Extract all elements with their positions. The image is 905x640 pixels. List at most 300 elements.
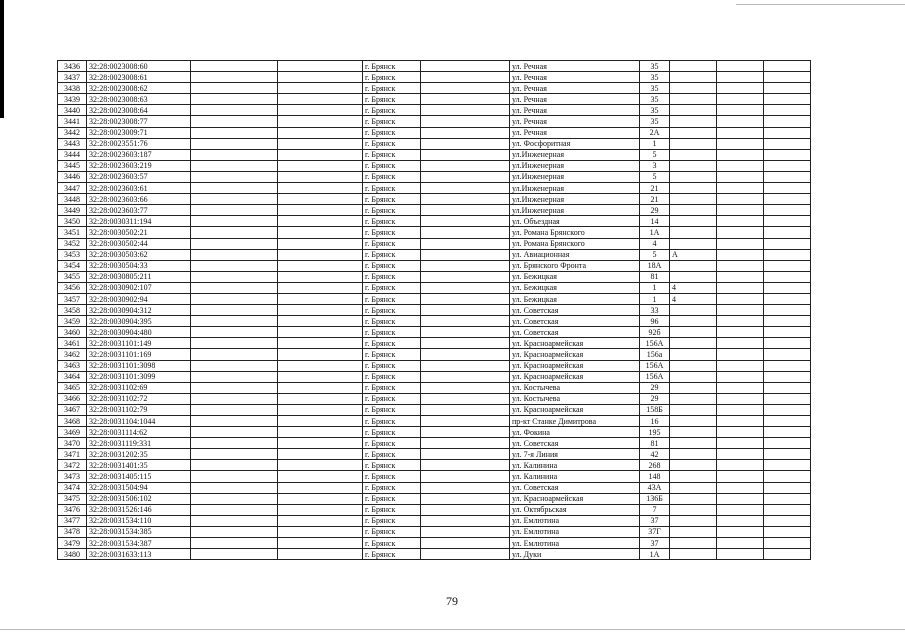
cell-col-6 (421, 282, 510, 293)
cell-col-6 (421, 116, 510, 127)
cell-col-4 (278, 271, 363, 282)
cell-col-10 (717, 515, 764, 526)
cell-row-number: 3445 (58, 160, 87, 171)
table-row (58, 227, 811, 238)
cell-col-6 (421, 271, 510, 282)
cell-col-4 (278, 393, 363, 404)
cell-row-number: 3451 (58, 227, 87, 238)
cell-col-4 (278, 61, 363, 72)
cell-street: ул. Емлютина (510, 515, 640, 526)
cell-col-10 (717, 416, 764, 427)
cell-col-6 (421, 83, 510, 94)
cell-street: ул. Калинина (510, 471, 640, 482)
cell-row-number: 3452 (58, 238, 87, 249)
cell-house-number: 1 (640, 282, 670, 293)
cell-col-6 (421, 360, 510, 371)
cell-col-4 (278, 482, 363, 493)
table-row (58, 305, 811, 316)
cell-col-3 (191, 493, 278, 504)
cell-building (670, 549, 717, 560)
cell-city: г. Брянск (363, 449, 421, 460)
cell-col-6 (421, 538, 510, 549)
table-row (58, 427, 811, 438)
cell-row-number: 3475 (58, 493, 87, 504)
cell-building (670, 493, 717, 504)
cell-house-number: 92б (640, 327, 670, 338)
cell-col-6 (421, 138, 510, 149)
cell-row-number: 3454 (58, 260, 87, 271)
cell-col-6 (421, 238, 510, 249)
table-row (58, 271, 811, 282)
cell-col-10 (717, 305, 764, 316)
cell-street: ул. 7-я Линия (510, 449, 640, 460)
cell-col-4 (278, 549, 363, 560)
cell-house-number: 35 (640, 83, 670, 94)
cell-city: г. Брянск (363, 416, 421, 427)
cell-house-number: 2А (640, 127, 670, 138)
cell-col-11 (764, 493, 811, 504)
cell-city: г. Брянск (363, 460, 421, 471)
cell-col-3 (191, 105, 278, 116)
table-row (58, 449, 811, 460)
cell-col-6 (421, 460, 510, 471)
cell-col-10 (717, 382, 764, 393)
cell-col-11 (764, 460, 811, 471)
cell-col-4 (278, 471, 363, 482)
cell-building (670, 160, 717, 171)
cell-col-11 (764, 127, 811, 138)
cell-col-4 (278, 449, 363, 460)
cell-col-4 (278, 438, 363, 449)
cell-col-3 (191, 515, 278, 526)
cell-col-11 (764, 482, 811, 493)
cell-col-3 (191, 360, 278, 371)
cell-cadastral-number: 32:28:0023008:62 (87, 83, 191, 94)
cell-cadastral-number: 32:28:0031102:72 (87, 393, 191, 404)
cell-cadastral-number: 32:28:0031526:146 (87, 504, 191, 515)
cell-col-11 (764, 149, 811, 160)
cell-house-number: 148 (640, 471, 670, 482)
cell-building (670, 194, 717, 205)
cell-col-6 (421, 504, 510, 515)
cell-col-6 (421, 393, 510, 404)
cell-col-6 (421, 515, 510, 526)
cell-row-number: 3470 (58, 438, 87, 449)
cell-house-number: 195 (640, 427, 670, 438)
cell-col-3 (191, 227, 278, 238)
table-row (58, 116, 811, 127)
cell-street: ул. Бежицкая (510, 282, 640, 293)
cell-col-4 (278, 72, 363, 83)
cell-col-4 (278, 338, 363, 349)
cell-col-10 (717, 493, 764, 504)
cell-house-number: 35 (640, 94, 670, 105)
cell-col-4 (278, 526, 363, 537)
cell-col-10 (717, 260, 764, 271)
cell-col-3 (191, 393, 278, 404)
cell-house-number: 29 (640, 382, 670, 393)
cell-col-4 (278, 171, 363, 182)
cell-col-11 (764, 427, 811, 438)
table-row (58, 205, 811, 216)
cell-cadastral-number: 32:28:0031101:3099 (87, 371, 191, 382)
cell-city: г. Брянск (363, 349, 421, 360)
cell-building (670, 538, 717, 549)
cell-col-3 (191, 282, 278, 293)
cell-row-number: 3453 (58, 249, 87, 260)
cell-house-number: 42 (640, 449, 670, 460)
cell-col-11 (764, 515, 811, 526)
table-row (58, 538, 811, 549)
cell-street: ул. Советская (510, 482, 640, 493)
cell-street: ул. Красноармейская (510, 493, 640, 504)
cell-col-10 (717, 327, 764, 338)
cell-col-4 (278, 504, 363, 515)
cell-row-number: 3478 (58, 526, 87, 537)
cell-cadastral-number: 32:28:0031534:387 (87, 538, 191, 549)
cell-col-3 (191, 504, 278, 515)
table-row (58, 183, 811, 194)
cell-building: А (670, 249, 717, 260)
cell-col-10 (717, 504, 764, 515)
cell-cadastral-number: 32:28:0031506:102 (87, 493, 191, 504)
cell-city: г. Брянск (363, 260, 421, 271)
cell-building: 4 (670, 282, 717, 293)
cell-col-4 (278, 349, 363, 360)
cell-col-6 (421, 471, 510, 482)
cell-col-6 (421, 371, 510, 382)
cell-house-number: 35 (640, 72, 670, 83)
cell-col-6 (421, 205, 510, 216)
cell-building (670, 227, 717, 238)
cell-building (670, 149, 717, 160)
cell-col-3 (191, 83, 278, 94)
cell-col-10 (717, 116, 764, 127)
cell-row-number: 3444 (58, 149, 87, 160)
cell-col-6 (421, 349, 510, 360)
table-row (58, 404, 811, 415)
cell-col-4 (278, 260, 363, 271)
table-row (58, 371, 811, 382)
cell-house-number: 1А (640, 549, 670, 560)
cell-row-number: 3467 (58, 404, 87, 415)
cell-col-3 (191, 260, 278, 271)
cell-row-number: 3436 (58, 61, 87, 72)
cell-col-10 (717, 427, 764, 438)
cell-cadastral-number: 32:28:0031101:149 (87, 338, 191, 349)
cell-house-number: 14 (640, 216, 670, 227)
cell-col-11 (764, 416, 811, 427)
cell-street: ул.Инженерная (510, 194, 640, 205)
table-row (58, 316, 811, 327)
cell-col-3 (191, 171, 278, 182)
cell-city: г. Брянск (363, 526, 421, 537)
cell-row-number: 3458 (58, 305, 87, 316)
cell-col-3 (191, 293, 278, 304)
cell-city: г. Брянск (363, 238, 421, 249)
cell-house-number: 81 (640, 438, 670, 449)
cell-col-10 (717, 183, 764, 194)
cell-city: г. Брянск (363, 338, 421, 349)
cell-cadastral-number: 32:28:0023551:76 (87, 138, 191, 149)
cell-col-10 (717, 526, 764, 537)
cell-col-10 (717, 538, 764, 549)
cell-house-number: 37 (640, 515, 670, 526)
cell-cadastral-number: 32:28:0030503:62 (87, 249, 191, 260)
cell-col-3 (191, 549, 278, 560)
cell-col-10 (717, 160, 764, 171)
cell-col-11 (764, 282, 811, 293)
cell-row-number: 3459 (58, 316, 87, 327)
table-row (58, 338, 811, 349)
cell-cadastral-number: 32:28:0030504:33 (87, 260, 191, 271)
table-row (58, 194, 811, 205)
cell-building (670, 460, 717, 471)
cell-col-10 (717, 371, 764, 382)
cell-col-4 (278, 327, 363, 338)
cell-house-number: 35 (640, 61, 670, 72)
cell-city: г. Брянск (363, 149, 421, 160)
binding-edge (0, 0, 4, 118)
cell-col-11 (764, 327, 811, 338)
cell-row-number: 3479 (58, 538, 87, 549)
cell-col-6 (421, 549, 510, 560)
cell-row-number: 3446 (58, 171, 87, 182)
table-row (58, 105, 811, 116)
cell-building (670, 305, 717, 316)
cell-col-6 (421, 404, 510, 415)
table-row (58, 471, 811, 482)
cell-cadastral-number: 32:28:0023008:60 (87, 61, 191, 72)
cell-col-6 (421, 216, 510, 227)
cell-col-4 (278, 460, 363, 471)
cell-col-4 (278, 404, 363, 415)
cell-col-11 (764, 293, 811, 304)
cell-col-10 (717, 61, 764, 72)
table-row (58, 504, 811, 515)
table-row (58, 216, 811, 227)
cell-col-4 (278, 149, 363, 160)
cell-row-number: 3440 (58, 105, 87, 116)
cell-building (670, 238, 717, 249)
cell-col-10 (717, 83, 764, 94)
cell-building (670, 116, 717, 127)
cell-col-6 (421, 171, 510, 182)
cell-col-3 (191, 149, 278, 160)
cell-house-number: 35 (640, 116, 670, 127)
cell-building (670, 61, 717, 72)
cell-row-number: 3471 (58, 449, 87, 460)
table-row (58, 94, 811, 105)
cell-col-3 (191, 371, 278, 382)
cell-building (670, 105, 717, 116)
cell-row-number: 3438 (58, 83, 87, 94)
cell-col-3 (191, 338, 278, 349)
cell-col-6 (421, 327, 510, 338)
cell-city: г. Брянск (363, 61, 421, 72)
cell-cadastral-number: 32:28:0030902:94 (87, 293, 191, 304)
cell-house-number: 4 (640, 238, 670, 249)
cell-col-4 (278, 83, 363, 94)
cell-col-3 (191, 438, 278, 449)
cell-street: ул. Бежицкая (510, 271, 640, 282)
cell-building (670, 404, 717, 415)
cell-street: ул. Фосфоритная (510, 138, 640, 149)
cell-city: г. Брянск (363, 249, 421, 260)
cell-row-number: 3476 (58, 504, 87, 515)
table-row (58, 493, 811, 504)
cell-building (670, 271, 717, 282)
cell-house-number: 21 (640, 183, 670, 194)
cell-cadastral-number: 32:28:0031202:35 (87, 449, 191, 460)
table-row (58, 515, 811, 526)
cell-city: г. Брянск (363, 127, 421, 138)
cell-col-3 (191, 526, 278, 537)
cell-building: 4 (670, 293, 717, 304)
cell-col-6 (421, 493, 510, 504)
cell-building (670, 338, 717, 349)
cell-row-number: 3468 (58, 416, 87, 427)
cell-col-10 (717, 271, 764, 282)
cell-city: г. Брянск (363, 83, 421, 94)
cell-building (670, 504, 717, 515)
cell-col-3 (191, 138, 278, 149)
cell-house-number: 136Б (640, 493, 670, 504)
cell-row-number: 3448 (58, 194, 87, 205)
cell-house-number: 5 (640, 171, 670, 182)
cell-building (670, 416, 717, 427)
cell-col-10 (717, 471, 764, 482)
cell-street: ул. Речная (510, 105, 640, 116)
cell-cadastral-number: 32:28:0031534:110 (87, 515, 191, 526)
cell-building (670, 371, 717, 382)
cell-col-10 (717, 360, 764, 371)
cell-city: г. Брянск (363, 138, 421, 149)
cell-row-number: 3457 (58, 293, 87, 304)
table-row (58, 249, 811, 260)
cell-city: г. Брянск (363, 105, 421, 116)
cell-col-6 (421, 194, 510, 205)
cell-street: ул. Емлютина (510, 538, 640, 549)
cell-cadastral-number: 32:28:0031102:79 (87, 404, 191, 415)
table-row (58, 61, 811, 72)
cell-street: ул. Дуки (510, 549, 640, 560)
cell-col-3 (191, 449, 278, 460)
cell-building (670, 216, 717, 227)
cell-cadastral-number: 32:28:0030502:44 (87, 238, 191, 249)
cell-street: ул.Инженерная (510, 160, 640, 171)
cell-building (670, 515, 717, 526)
cell-cadastral-number: 32:28:0031405:115 (87, 471, 191, 482)
cell-col-11 (764, 393, 811, 404)
cell-city: г. Брянск (363, 227, 421, 238)
cell-house-number: 1А (640, 227, 670, 238)
cell-building (670, 349, 717, 360)
table-row (58, 482, 811, 493)
cell-col-3 (191, 404, 278, 415)
cell-col-6 (421, 260, 510, 271)
cell-col-6 (421, 61, 510, 72)
cell-street: ул. Речная (510, 127, 640, 138)
cell-col-10 (717, 171, 764, 182)
cell-col-4 (278, 227, 363, 238)
cell-col-6 (421, 482, 510, 493)
cell-cadastral-number: 32:28:0023603:57 (87, 171, 191, 182)
cell-city: г. Брянск (363, 538, 421, 549)
cell-row-number: 3437 (58, 72, 87, 83)
cell-col-11 (764, 249, 811, 260)
cell-col-4 (278, 427, 363, 438)
cell-col-3 (191, 482, 278, 493)
cell-street: ул. Красноармейская (510, 360, 640, 371)
cell-house-number: 35 (640, 105, 670, 116)
cell-col-10 (717, 393, 764, 404)
table-row (58, 72, 811, 83)
cell-street: ул. Речная (510, 116, 640, 127)
cell-col-6 (421, 416, 510, 427)
cell-col-10 (717, 194, 764, 205)
cell-col-3 (191, 216, 278, 227)
cell-col-11 (764, 338, 811, 349)
cell-house-number: 21 (640, 194, 670, 205)
cell-col-10 (717, 138, 764, 149)
cell-street: ул. Романа Брянского (510, 227, 640, 238)
cell-col-6 (421, 382, 510, 393)
table-row (58, 416, 811, 427)
cell-street: ул.Инженерная (510, 149, 640, 160)
page-number: 79 (446, 594, 458, 608)
cell-city: г. Брянск (363, 493, 421, 504)
cell-col-10 (717, 338, 764, 349)
cell-col-11 (764, 238, 811, 249)
cell-col-6 (421, 438, 510, 449)
cell-row-number: 3477 (58, 515, 87, 526)
cell-col-10 (717, 105, 764, 116)
cell-row-number: 3455 (58, 271, 87, 282)
cell-col-4 (278, 316, 363, 327)
cell-city: г. Брянск (363, 293, 421, 304)
cell-row-number: 3480 (58, 549, 87, 560)
cell-row-number: 3439 (58, 94, 87, 105)
cell-col-10 (717, 127, 764, 138)
cell-col-11 (764, 171, 811, 182)
cell-cadastral-number: 32:28:0031114:62 (87, 427, 191, 438)
table-row (58, 238, 811, 249)
cell-row-number: 3460 (58, 327, 87, 338)
top-rule (736, 4, 905, 5)
cell-row-number: 3443 (58, 138, 87, 149)
cell-col-6 (421, 249, 510, 260)
cell-street: ул. Речная (510, 61, 640, 72)
cell-street: ул.Инженерная (510, 171, 640, 182)
cell-building (670, 171, 717, 182)
cell-building (670, 471, 717, 482)
table-row (58, 127, 811, 138)
cell-col-10 (717, 282, 764, 293)
cell-building (670, 83, 717, 94)
cell-cadastral-number: 32:28:0023603:61 (87, 183, 191, 194)
table-row (58, 138, 811, 149)
cell-col-11 (764, 160, 811, 171)
cell-city: г. Брянск (363, 382, 421, 393)
cell-building (670, 382, 717, 393)
cell-col-11 (764, 371, 811, 382)
cell-col-10 (717, 149, 764, 160)
cell-house-number: 156А (640, 360, 670, 371)
cell-building (670, 360, 717, 371)
cell-col-4 (278, 138, 363, 149)
cell-cadastral-number: 32:28:0023603:187 (87, 149, 191, 160)
